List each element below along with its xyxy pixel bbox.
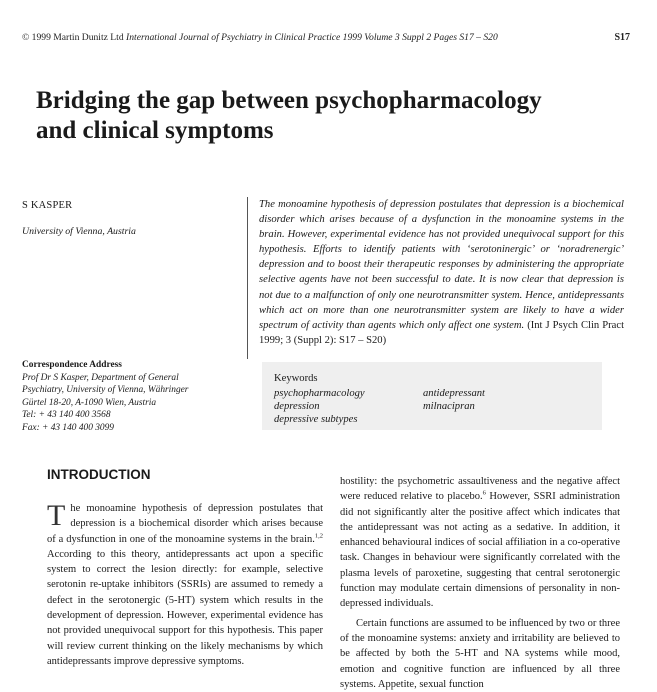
drop-cap: T	[47, 499, 66, 532]
correspondence-fax: Fax: + 43 140 400 3099	[22, 422, 114, 433]
body-column-left	[47, 501, 323, 669]
paragraph-text: hostility: the psychometric assaultiveness and the negative affect were reduced relative to placebo.	[340, 476, 620, 503]
title-line-2: and clinical symptoms	[36, 117, 274, 144]
copyright: © 1999 Martin Dunitz Ltd	[22, 32, 124, 43]
issue-details: 1999 Volume 3 Suppl 2 Pages S17 – S20	[342, 32, 498, 43]
correspondence-address	[22, 359, 252, 435]
body-paragraph: Certain functions are assumed to be influenced by two or three of the monoamine systems: anxiety and irritability are believed to be affected by both the 5-HT and NA systems while mood, emotion and cognitive function are influenced by all three systems. Appetite, sexual function	[340, 617, 620, 690]
intro-para-part-2: According to this theory, antidepressants act upon a specific system to correct the lesion directly: for example, selective serotonin re-uptake inhibitors (SSRIs) are assumed to remedy a defect in the serotonergic (5-HT) system which results in the development of depression. However, experimental evidence has not provided unequivocal support for this hypothesis. This paper will review current thinking on the likely mechanisms by which antidepressants improve depressive symptoms.	[47, 548, 323, 667]
correspondence-phone: Tel: + 43 140 400 3568	[22, 410, 111, 421]
article-title	[36, 86, 636, 146]
abstract-citation: (Int J Psych Clin Pract 1999; 3 (Suppl 2): S17 – S20)	[259, 319, 625, 346]
section-heading-introduction: INTRODUCTION	[47, 467, 151, 482]
reference-marker: 1,2	[314, 532, 323, 540]
correspondence-heading: Correspondence Address	[22, 360, 122, 370]
body-column-right	[340, 474, 620, 692]
author-name: S KASPER	[22, 200, 73, 211]
keyword: depressive subtypes	[274, 414, 358, 425]
keywords-right-column	[423, 387, 485, 413]
running-header	[22, 32, 630, 43]
intro-para-part-1: he monoamine hypothesis of depression postulates that depression is a biochemical disorder which arises because of a dysfunction in one of the monoamine systems in the brain.	[47, 503, 323, 545]
title-line-1: Bridging the gap between psychopharmacology	[36, 87, 542, 114]
paragraph-text: However, SSRI administration did not significantly alter the positive affect which indicates that the antidepressant was not acting as a sedative. In addition, it enhanced behavioural indices of social affiliation in a co-operative task. Changes in behaviour were significantly correlated with the plasma levels of paroxetine, suggesting that central serotonergic function may modulate certain dimensions of personality in non-depressed individuals.	[340, 491, 620, 610]
keyword: depression	[274, 401, 320, 412]
keywords-left-column	[274, 387, 365, 426]
reference-marker: 6	[482, 489, 486, 497]
abstract-rule	[247, 197, 248, 359]
keywords-heading: Keywords	[274, 373, 318, 384]
body-paragraph	[340, 474, 620, 612]
page-number: S17	[614, 32, 630, 43]
correspondence-line: Gürtel 18-20, A-1090 Wien, Austria	[22, 397, 157, 408]
abstract-text: The monoamine hypothesis of depression postulates that depression is a biochemical disorder which arises because of a dysfunction in the monoamine systems in the brain. However, experimental evidence has not provided unequivocal support for this hypothesis. Efforts to identify patients with ‘serotoninergic’ or ‘noradrenergic’ depression and to boost their therapeutic responses by administering the appropriate selective agents have not been successful to date. It is now clear that depression is not due to a malfunction of only one neurotransmitter system. Hence, antidepressants which act on more than one neurotransmitter system are likely to have a wider spectrum of activity than agents which only affect one system.	[259, 199, 624, 331]
keyword: antidepressant	[423, 388, 485, 399]
correspondence-line: Prof Dr S Kasper, Department of General	[22, 372, 179, 383]
keyword: milnacipran	[423, 401, 475, 412]
author-affiliation: University of Vienna, Austria	[22, 226, 136, 237]
keyword: psychopharmacology	[274, 388, 365, 399]
journal-name: International Journal of Psychiatry in Clinical Practice	[126, 32, 341, 43]
correspondence-line: Psychiatry, University of Vienna, Währinger	[22, 385, 189, 396]
abstract	[259, 197, 624, 348]
